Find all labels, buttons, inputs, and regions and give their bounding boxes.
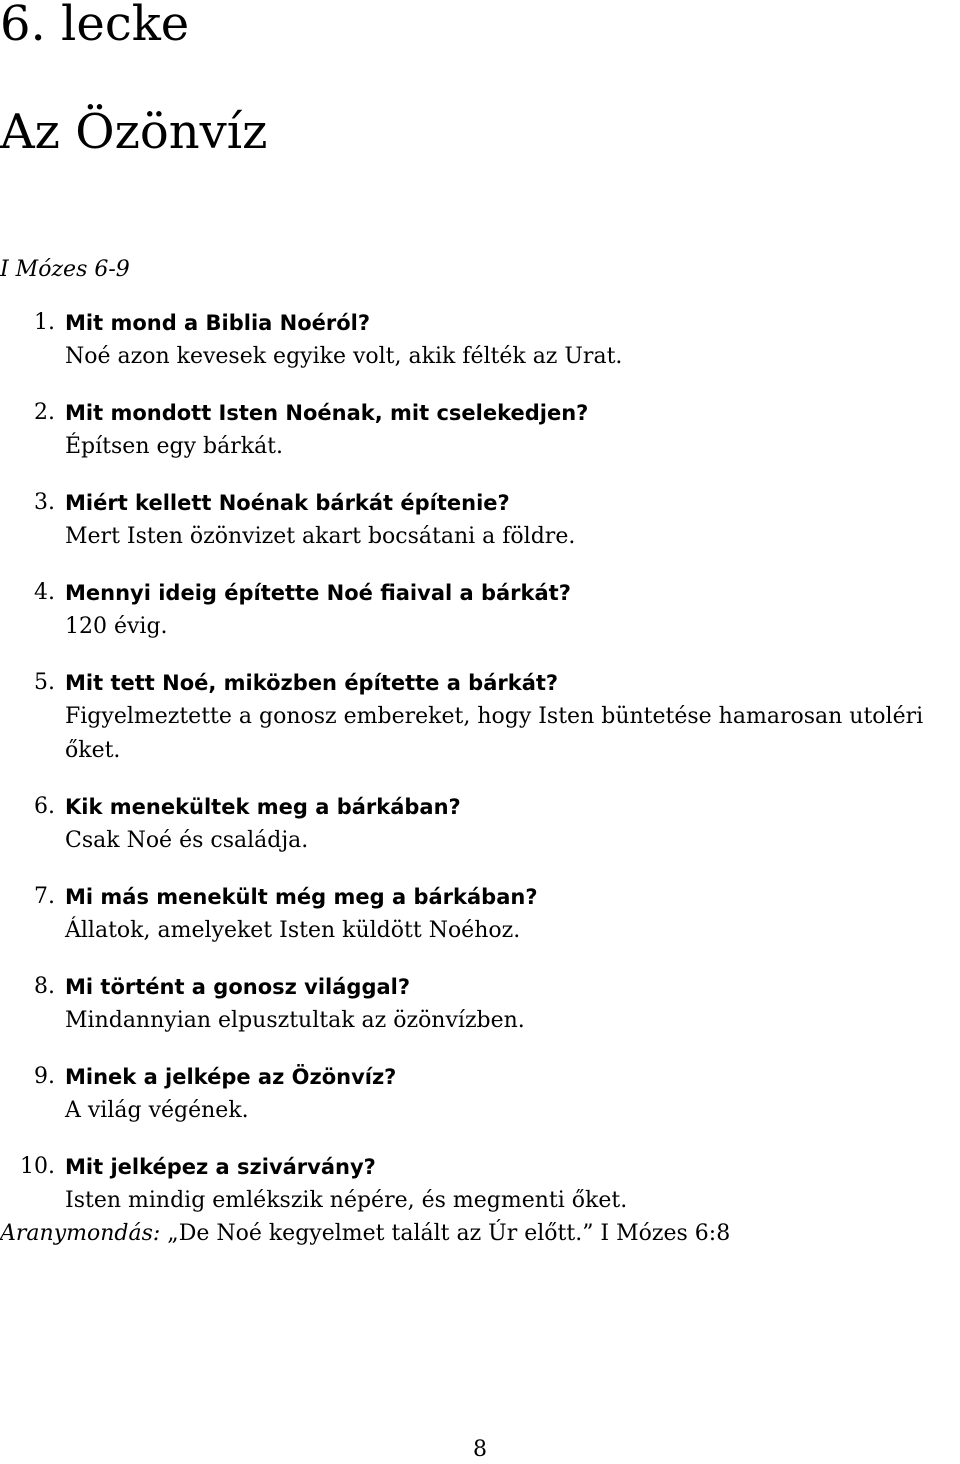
question-item bbox=[0, 880, 960, 948]
question-number: 2. bbox=[34, 400, 55, 425]
question-number: 5. bbox=[34, 670, 55, 695]
answer-text: Mindannyian elpusztultak az özönvízben. bbox=[65, 1008, 525, 1033]
question-text: Mi más menekült még meg a bárkában? bbox=[65, 885, 538, 909]
answer-text: 120 évig. bbox=[65, 614, 168, 639]
answer-text: Noé azon kevesek egyike volt, akik félték az Urat. bbox=[65, 344, 623, 369]
question-item bbox=[0, 486, 960, 554]
answer-text: Építsen egy bárkát. bbox=[65, 434, 284, 459]
answer-text: Mert Isten özönvizet akart bocsátani a földre. bbox=[65, 524, 576, 549]
question-item bbox=[0, 1150, 960, 1218]
lesson-number-heading: 6. lecke bbox=[0, 0, 190, 52]
question-number: 7. bbox=[34, 884, 55, 909]
question-number: 9. bbox=[34, 1064, 55, 1089]
question-item bbox=[0, 790, 960, 858]
question-number: 3. bbox=[34, 490, 55, 515]
question-item bbox=[0, 1060, 960, 1128]
golden-verse-label: Aranymondás: bbox=[0, 1221, 161, 1246]
answer-text: Figyelmeztette a gonosz embereket, hogy Isten büntetése hamarosan utoléri őket. bbox=[65, 704, 924, 763]
question-number: 4. bbox=[34, 580, 55, 605]
question-item bbox=[0, 666, 960, 768]
question-text: Mi történt a gonosz világgal? bbox=[65, 975, 411, 999]
question-text: Mennyi ideig építette Noé fiaival a bárkát? bbox=[65, 581, 571, 605]
question-item bbox=[0, 576, 960, 644]
golden-verse-text: „De Noé kegyelmet talált az Úr előtt.” I Mózes 6:8 bbox=[167, 1221, 731, 1246]
question-text: Mit tett Noé, miközben építette a bárkát? bbox=[65, 671, 559, 695]
question-list bbox=[0, 306, 960, 1240]
question-text: Mit mond a Biblia Noéról? bbox=[65, 311, 371, 335]
question-item bbox=[0, 306, 960, 374]
question-number: 6. bbox=[34, 794, 55, 819]
question-text: Minek a jelképe az Özönvíz? bbox=[65, 1065, 397, 1089]
question-item bbox=[0, 396, 960, 464]
bible-reference: I Mózes 6-9 bbox=[0, 257, 130, 282]
golden-verse bbox=[0, 1217, 730, 1251]
question-text: Mit mondott Isten Noénak, mit cselekedjen? bbox=[65, 401, 589, 425]
question-text: Kik menekültek meg a bárkában? bbox=[65, 795, 461, 819]
answer-text: Isten mindig emlékszik népére, és megmenti őket. bbox=[65, 1188, 628, 1213]
page-number: 8 bbox=[473, 1437, 487, 1462]
question-number: 8. bbox=[34, 974, 55, 999]
lesson-title: Az Özönvíz bbox=[0, 104, 268, 160]
question-text: Mit jelképez a szivárvány? bbox=[65, 1155, 376, 1179]
question-number: 10. bbox=[20, 1154, 55, 1179]
question-number: 1. bbox=[34, 310, 55, 335]
answer-text: A világ végének. bbox=[65, 1098, 249, 1123]
question-text: Miért kellett Noénak bárkát építenie? bbox=[65, 491, 510, 515]
answer-text: Állatok, amelyeket Isten küldött Noéhoz. bbox=[65, 918, 521, 943]
question-item bbox=[0, 970, 960, 1038]
answer-text: Csak Noé és családja. bbox=[65, 828, 309, 853]
